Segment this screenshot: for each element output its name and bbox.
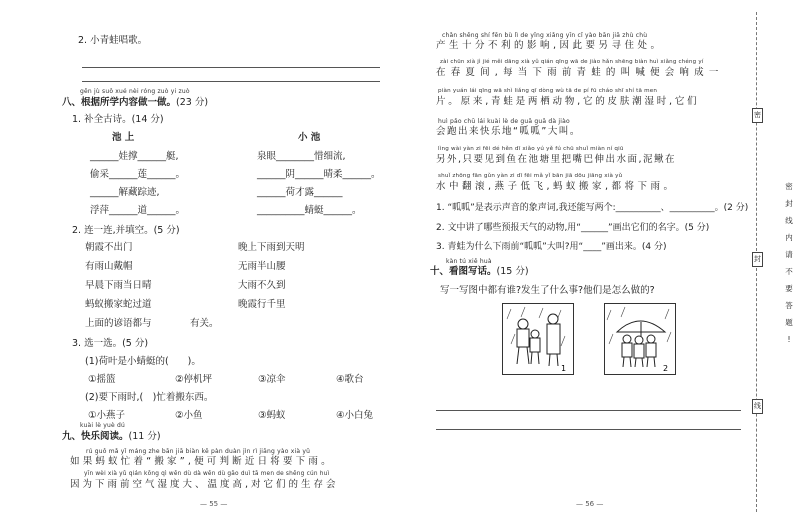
question-2: 2. 连一连,并填空。(5 分) <box>72 225 180 236</box>
option: ④歌台 <box>336 374 364 385</box>
poem-1-line: 偷采______莲______。 <box>90 169 186 180</box>
writing-line <box>436 410 741 411</box>
page-number: — 56 — <box>576 500 604 508</box>
match-left-item: 有雨山戴帽 <box>85 261 133 272</box>
reading-line: 在春夏间,每当下雨前青蛙的叫喊便会响成一 <box>436 67 724 78</box>
picture-label: 1 <box>561 364 567 373</box>
reading-pinyin: shuǐ zhōng fān gǔn yàn zi dī fēi mǎ yǐ bān jiā dōu jiāng xià yǔ <box>438 173 623 179</box>
section-9-pinyin: kuài lè yuè dú <box>80 422 125 429</box>
seal-line-margin <box>756 0 800 522</box>
question-3-2: (2)要下雨时,( )忙着搬东西。 <box>85 392 214 403</box>
reading-line: 水中翻滚,燕子低飞,蚂蚁搬家,都将下雨。 <box>436 181 677 192</box>
option: ②小鱼 <box>175 410 203 421</box>
reading-pinyin: huì pǎo chū lái kuài lè de guā guā dà jiào <box>438 118 570 125</box>
section-10-heading: 十、看图写话。(15 分) <box>430 266 529 277</box>
reading-line: 产生十分不利的影响,因此要另寻住处。 <box>436 40 664 51</box>
poem-2-line: ______荷才露______ <box>257 187 343 198</box>
poem-1-line: ______娃撑______艇, <box>90 151 179 162</box>
option: ③蚂蚁 <box>258 410 286 421</box>
reading-line: 片。原来,青蛙是两栖动物,它的皮肤潮湿时,它们 <box>436 96 700 107</box>
section-8-heading: 八、根据所学内容做一做。(23 分) <box>62 97 209 108</box>
reading-pinyin: piàn yuán lái qīng wā shì liǎng qī dòng wù tā de pí fū cháo shī shí tā men <box>438 88 658 94</box>
writing-line <box>436 429 741 430</box>
picture-label: 2 <box>663 364 669 373</box>
page-number: — 55 — <box>200 500 228 508</box>
match-right-item: 无雨半山腰 <box>238 261 286 272</box>
reading-line: 会跑出来快乐地“呱呱”大叫。 <box>436 126 581 137</box>
poem-2-line: __________蜻蜓______。 <box>257 205 362 216</box>
reading-question-1: 1. “呱呱”是表示声音的象声词,我还能写两个:__________、__________。(2 分) <box>436 203 749 213</box>
match-left-item: 早晨下雨当日晴 <box>85 280 152 291</box>
poem-1-line: 浮萍______道______。 <box>90 205 186 216</box>
seal-box: 密 <box>752 108 763 123</box>
q2-small-frog-song: 2. 小青蛙唱歌。 <box>78 35 148 46</box>
reading-pinyin: rú guǒ mǎ yǐ máng zhe bān jiā biàn kě pàn duàn jìn rì jiāng yào xià yǔ <box>86 448 311 455</box>
rain-kids-illustration <box>503 304 573 374</box>
picture-2 <box>604 303 676 375</box>
section-9-heading: 九、快乐阅读。(11 分) <box>62 431 161 442</box>
poem-2-line: ______阴______晴柔______。 <box>257 169 381 180</box>
poem-1-title: 池 上 <box>112 132 135 143</box>
option: ③凉伞 <box>258 374 286 385</box>
reading-question-2: 2. 文中讲了哪些预报天气的动物,用“______”画出它们的名字。(5 分) <box>436 223 710 233</box>
match-right-item: 大雨不久到 <box>238 280 286 291</box>
answer-line <box>82 67 380 68</box>
match-right-item: 晚上下雨到天明 <box>238 242 305 253</box>
reading-pinyin: lìng wài yàn zi fēi dé hěn dī xiǎo yú yě fú chū shuǐ miàn ní qiū <box>438 146 624 152</box>
reading-question-3: 3. 青蛙为什么下雨前“呱呱”大叫?用“____”画出来。(4 分) <box>436 242 667 252</box>
answer-line <box>82 81 380 82</box>
right-page <box>408 0 753 522</box>
reading-line: 如果蚂蚁忙着“搬家”,便可判断近日将要下雨。 <box>70 456 334 467</box>
reading-line: 另外,只要见到鱼在池塘里把嘴巴伸出水面,泥鳅在 <box>436 154 677 165</box>
question-1: 1. 补全古诗。(14 分) <box>72 114 164 125</box>
seal-box: 线 <box>752 399 763 414</box>
poem-2-title: 小 池 <box>298 132 321 143</box>
match-left-item: 朝霞不出门 <box>85 242 133 253</box>
seal-line-warning: 密 封 线 内 请 不 要 答 题 ! <box>785 182 793 344</box>
poem-2-line: 泉眼________惜细流, <box>257 151 346 162</box>
seal-box: 封 <box>752 252 763 267</box>
question-3: 3. 选一选。(5 分) <box>72 338 149 349</box>
reading-pinyin: zài chūn xià jì jié měi dāng xià yǔ qián qīng wā de jiào hǎn shēng biàn huì xiǎng chéng yí <box>440 59 704 65</box>
umbrella-kids-illustration <box>605 304 675 374</box>
reading-pinyin: chǎn shēng shí fēn bù lì de yǐng xiǎng yīn cǐ yào bān jiā zhù chù <box>442 32 648 39</box>
section-8-pinyin: gēn jù suǒ xué nèi róng zuò yi zuò <box>80 88 190 95</box>
match-left-item: 上面的谚语都与 <box>85 318 152 329</box>
question-3-1: (1)荷叶是小蜻蜓的( )。 <box>85 356 201 367</box>
match-left-item: 蚂蚁搬家蛇过道 <box>85 299 152 310</box>
picture-1 <box>502 303 574 375</box>
section-10-prompt: 写一写图中都有谁?发生了什么事?他们是怎么做的? <box>440 285 655 296</box>
poem-1-line: ______解藏踪迹, <box>90 187 160 198</box>
option: ②停机坪 <box>175 374 213 385</box>
option: ①摇篮 <box>88 374 116 385</box>
reading-pinyin: yīn wèi xià yǔ qián kōng qì wēn dù dà wēn dù gāo duì tā men de shēng cún huì <box>84 471 330 477</box>
option: ④小白兔 <box>336 410 374 421</box>
section-10-pinyin: kàn tú xiě huà <box>446 258 492 265</box>
match-right-item: 有关。 <box>190 318 219 329</box>
option: ①小燕子 <box>88 410 126 421</box>
reading-line: 因为下雨前空气湿度大、温度高,对它们的生存会 <box>70 479 339 490</box>
match-right-item: 晚霞行千里 <box>238 299 286 310</box>
